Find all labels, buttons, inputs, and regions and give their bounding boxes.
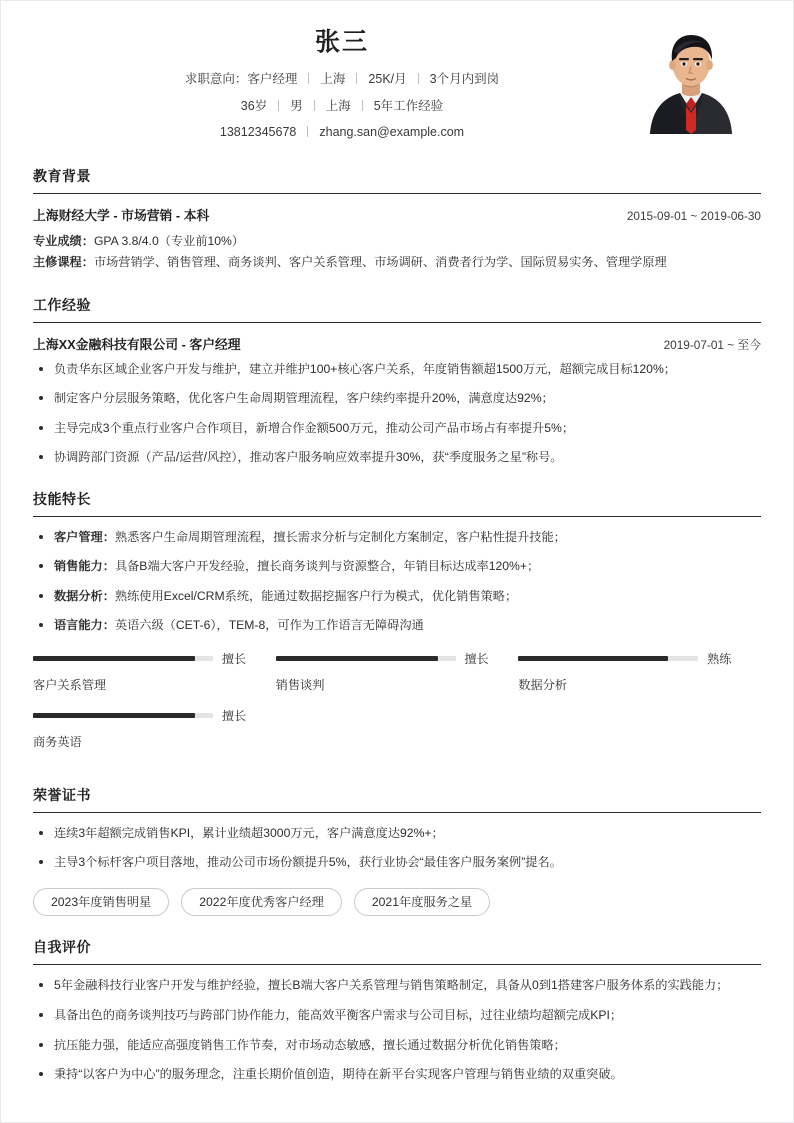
honor-tag: 2022年度优秀客户经理	[181, 888, 342, 917]
education-detail-label: 主修课程：	[33, 255, 94, 270]
section-divider	[33, 322, 761, 323]
skill-bullet-key: 语言能力：	[54, 618, 115, 633]
skill-bar-level: 擅长	[222, 708, 247, 723]
skill-bar-fill	[33, 713, 195, 718]
skill-bullet-item	[33, 587, 761, 607]
skill-bar-row	[518, 650, 743, 667]
meta-separator-icon	[308, 73, 309, 84]
section-title-skills: 技能特长	[33, 490, 91, 507]
skill-bar-track	[276, 656, 456, 661]
education-details	[33, 231, 761, 274]
meta-separator-icon	[314, 100, 315, 111]
header-meta-value: 上海	[320, 72, 346, 87]
skill-bar-cell	[33, 707, 276, 750]
summary-bullet-list	[33, 976, 761, 1084]
skill-bullet-item	[33, 616, 761, 636]
skill-bullet-text: 具备B端大客户开发经验，擅长商务谈判与资源整合，年销目标达成率120%+；	[114, 559, 540, 574]
header-meta-value: 3个月内到岗	[429, 72, 500, 87]
meta-separator-icon	[307, 126, 308, 137]
skill-bullet-key: 数据分析：	[54, 588, 115, 603]
skill-bullet-item	[33, 528, 761, 548]
section-work	[33, 295, 761, 468]
honor-tag-list	[33, 888, 761, 917]
skill-bar-fill	[33, 656, 195, 661]
summary-bullet-item: 具备出色的商务谈判技巧与跨部门协作能力，能高效平衡客户需求与公司目标，过往业绩均超额完成KPI；	[33, 1006, 761, 1026]
skill-bar-fill	[276, 656, 438, 661]
skill-bar-level: 熟练	[707, 651, 732, 666]
skill-bar-track	[33, 656, 213, 661]
work-bullet-item: 协调跨部门资源（产品/运营/风控），推动客户服务响应效率提升30%，获“季度服务之星”称号。	[33, 448, 761, 468]
section-divider	[33, 812, 761, 813]
honor-tag: 2023年度销售明星	[33, 888, 169, 917]
work-entry-head	[33, 334, 761, 353]
skill-bullet-text: 熟练使用Excel/CRM系统，能通过数据挖掘客户行为模式，优化销售策略；	[114, 588, 518, 603]
education-entry-date: 2015-09-01 ~ 2019-06-30	[626, 209, 761, 223]
skill-bullet-key: 客户管理：	[54, 529, 115, 544]
section-title-summary: 自我评价	[33, 939, 91, 956]
section-honors	[33, 785, 761, 917]
skill-bar-row	[33, 650, 258, 667]
skill-bar-fill	[518, 656, 667, 661]
skill-bar-name: 数据分析	[518, 677, 568, 692]
honor-bullet-item: 连续3年超额完成销售KPI，累计业绩超3000万元，客户满意度达92%+；	[33, 824, 761, 844]
education-detail-value: 市场营销学、销售管理、商务谈判、客户关系管理、市场调研、消费者行为学、国际贸易实务、管理学原理	[93, 255, 667, 270]
skill-bar-name: 销售谈判	[275, 677, 325, 692]
header-meta-value: zhang.san@example.com	[319, 125, 465, 139]
skill-bullet-item	[33, 557, 761, 577]
skill-bar-grid	[33, 650, 761, 764]
work-bullet-list	[33, 360, 761, 468]
work-entry-title: 上海XX金融科技有限公司 - 客户经理	[33, 336, 241, 352]
person-portrait-avatar-icon	[636, 27, 746, 134]
section-divider	[33, 193, 761, 194]
summary-bullet-item: 5年金融科技行业客户开发与维护经验，擅长B端大客户关系管理与销售策略制定，具备从0到1搭建客户服务体系的实践能力；	[33, 976, 761, 996]
section-summary	[33, 937, 761, 1084]
skill-bar-name: 客户关系管理	[33, 677, 107, 692]
honors-bullet-list	[33, 824, 761, 873]
section-title-work: 工作经验	[33, 296, 91, 313]
skill-bar-name: 商务英语	[33, 734, 82, 749]
skill-bullet-key: 销售能力：	[54, 559, 115, 574]
skill-bullet-text: 英语六级（CET-6），TEM-8，可作为工作语言无障碍沟通	[114, 618, 424, 633]
summary-bullet-item: 秉持“以客户为中心”的服务理念，注重长期价值创造，期待在新平台实现客户管理与销售业绩的双重突破。	[33, 1065, 761, 1085]
page-title: 张三	[314, 28, 369, 56]
header-meta-value: 5年工作经验	[373, 98, 444, 113]
section-title-education: 教育背景	[33, 168, 91, 184]
skill-bar-cell	[518, 650, 761, 693]
skill-bar-cell	[276, 650, 519, 693]
work-entry-date: 2019-07-01 ~ 至今	[663, 337, 761, 352]
honor-bullet-item: 主导3个标杆客户项目落地，推动公司市场份额提升5%，获行业协会“最佳客户服务案例”提名。	[33, 853, 761, 873]
header-meta-value: 求职意向：客户经理	[184, 72, 298, 87]
education-detail-line	[33, 231, 761, 252]
meta-separator-icon	[418, 73, 419, 84]
section-title-honors: 荣誉证书	[33, 786, 91, 803]
skills-bullet-list	[33, 528, 761, 636]
education-entry-head	[33, 205, 761, 224]
avatar	[636, 27, 746, 134]
resume-content	[1, 1, 793, 1085]
education-detail-value: GPA 3.8/4.0（专业前10%）	[93, 234, 245, 248]
meta-separator-icon	[362, 100, 363, 111]
work-bullet-item: 主导完成3个重点行业客户合作项目，新增合作金额500万元，推动公司产品市场占有率提升5%；	[33, 419, 761, 439]
skill-bullet-text: 熟悉客户生命周期管理流程，擅长需求分析与定制化方案制定，客户粘性提升技能；	[114, 529, 566, 544]
work-bullet-item: 负责华东区域企业客户开发与维护，建立并维护100+核心客户关系，年度销售额超1500万元，超额完成目标120%；	[33, 360, 761, 380]
section-education	[33, 166, 761, 274]
skill-bar-row	[33, 707, 258, 724]
meta-separator-icon	[356, 73, 357, 84]
section-divider	[33, 516, 761, 517]
summary-bullet-item: 抗压能力强，能适应高强度销售工作节奏，对市场动态敏感，擅长通过数据分析优化销售策略；	[33, 1036, 761, 1056]
meta-separator-icon	[278, 100, 279, 111]
skill-bar-level: 擅长	[222, 651, 247, 666]
skill-bar-track	[518, 656, 698, 661]
resume-header	[33, 27, 761, 145]
work-bullet-item: 制定客户分层服务策略，优化客户生命周期管理流程，客户续约率提升20%，满意度达92%；	[33, 389, 761, 409]
skill-bar-cell	[33, 650, 276, 693]
header-meta-value: 上海	[325, 98, 351, 113]
skill-bar-track	[33, 713, 213, 718]
education-entry-title: 上海财经大学 - 市场营销 - 本科	[33, 208, 210, 223]
header-meta-value: 25K/月	[368, 72, 407, 87]
education-detail-label: 专业成绩：	[33, 234, 94, 248]
education-detail-line	[33, 252, 761, 273]
skill-bar-level: 擅长	[464, 651, 489, 666]
skill-bar-row	[276, 650, 501, 667]
header-meta-value: 男	[290, 98, 303, 113]
honor-tag: 2021年度服务之星	[354, 888, 490, 917]
header-meta-value: 36岁	[240, 98, 268, 113]
section-divider	[33, 964, 761, 965]
section-skills	[33, 489, 761, 764]
header-meta-value: 13812345678	[219, 125, 297, 139]
